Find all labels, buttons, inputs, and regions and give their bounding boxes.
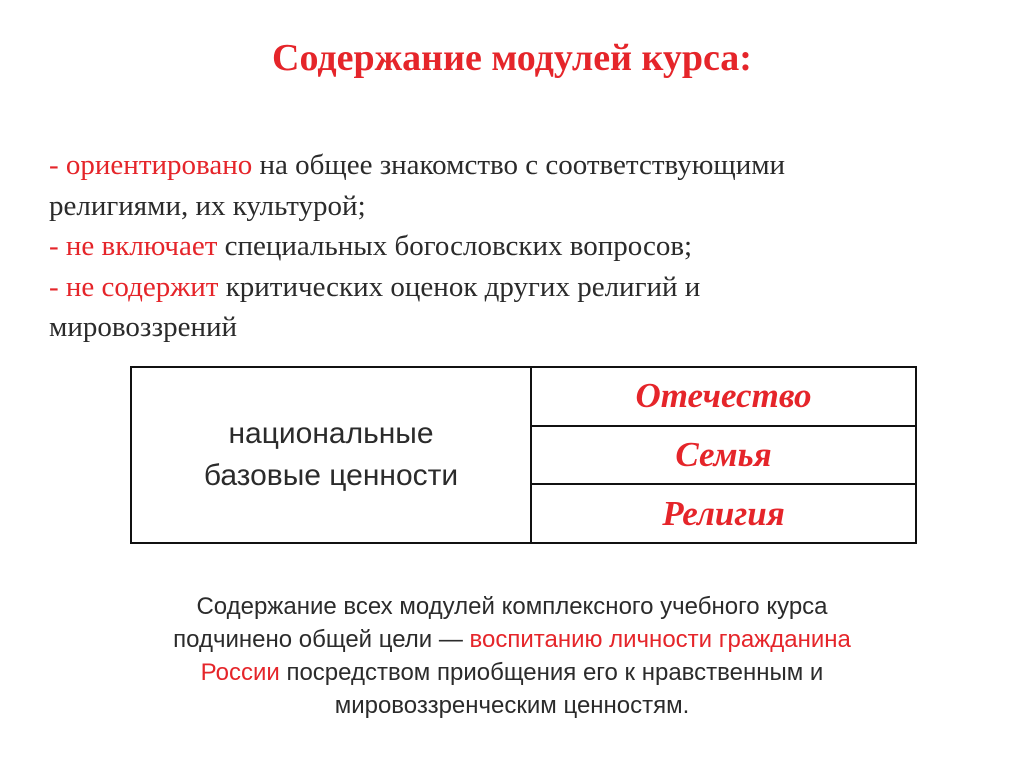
conclusion-line-1: Содержание всех модулей комплексного учебного курса (196, 593, 828, 620)
conclusion-line-3 (0, 656, 1024, 689)
slide-title: Содержание модулей курса: (272, 37, 752, 79)
point-not-contains-text: критических оценок других религий и (218, 270, 701, 303)
national-values-table (130, 366, 917, 544)
point-not-includes-text: специальных богословских вопросов; (217, 230, 693, 262)
point-oriented (49, 145, 989, 186)
point-not-includes-marker: - не включает (49, 230, 218, 262)
value-fatherland: Отечество (635, 376, 812, 416)
value-family: Семья (532, 425, 915, 484)
conclusion-line-3-rest: посредством приобщения его к нравственным и (279, 659, 824, 686)
point-oriented-marker: - ориентировано (49, 149, 253, 181)
values-list (532, 368, 915, 542)
point-not-includes (49, 226, 989, 267)
point-oriented-continuation: религиями, их культурой; (49, 189, 366, 222)
value-religion: Религия (532, 483, 915, 542)
conclusion-line-2-start: подчинено общей цели — (173, 626, 470, 653)
conclusion-line-4: мировоззренческим ценностям. (334, 692, 690, 719)
point-not-contains (49, 267, 989, 308)
conclusion-text (0, 590, 1024, 722)
values-category-line1: национальные (228, 417, 434, 450)
values-category-cell (132, 368, 532, 542)
conclusion-russia-highlight: России (200, 659, 280, 686)
point-oriented-text: на общее знакомство с соответствующими (252, 149, 786, 181)
values-category-line2: базовые ценности (203, 459, 459, 492)
conclusion-goal-highlight: воспитанию личности гражданина (469, 626, 851, 653)
point-not-contains-marker: - не содержит (49, 270, 219, 303)
point-not-contains-continuation: мировоззрений (49, 311, 238, 343)
conclusion-line-2 (0, 623, 1024, 656)
course-points (49, 145, 989, 348)
